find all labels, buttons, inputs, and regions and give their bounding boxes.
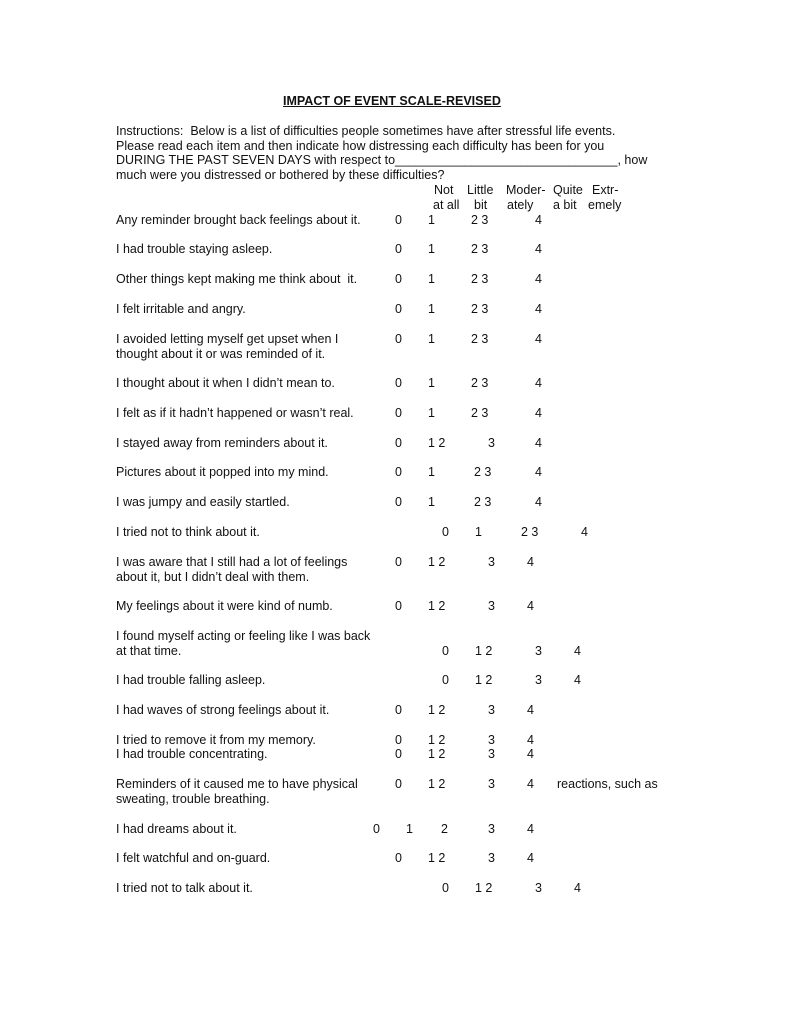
item-18-score: 0 bbox=[395, 747, 402, 761]
item-13-text: My feelings about it were kind of numb. bbox=[116, 599, 333, 613]
item-10-score: 0 bbox=[395, 495, 402, 509]
item-5-text: I avoided letting myself get upset when I bbox=[116, 332, 339, 346]
item-21-score: 0 bbox=[395, 851, 402, 865]
item-6-score: 1 bbox=[428, 376, 435, 390]
item-22-score: 0 bbox=[442, 881, 449, 895]
item-17-score: 4 bbox=[527, 733, 534, 747]
item-19-text: Reminders of it caused me to have physical bbox=[116, 777, 358, 791]
item-6-text: I thought about it when I didn’t mean to. bbox=[116, 376, 335, 390]
item-4-score: 1 bbox=[428, 302, 435, 316]
item-9-score: 0 bbox=[395, 465, 402, 479]
item-15-score: 4 bbox=[574, 673, 581, 687]
item-8-score: 0 bbox=[395, 436, 402, 450]
item-10-text: I was jumpy and easily startled. bbox=[116, 495, 290, 509]
item-16-score: 1 2 bbox=[428, 703, 446, 717]
header-extremely-1: Extr- bbox=[592, 183, 619, 197]
item-22-score: 3 bbox=[535, 881, 542, 895]
item-2-text: I had trouble staying asleep. bbox=[116, 242, 273, 256]
item-20-score: 4 bbox=[527, 822, 534, 836]
item-1-score: 1 bbox=[428, 213, 435, 227]
item-19-score: 1 2 bbox=[428, 777, 446, 791]
item-8-score: 1 2 bbox=[428, 436, 446, 450]
item-4-text: I felt irritable and angry. bbox=[116, 302, 246, 316]
item-9-text: Pictures about it popped into my mind. bbox=[116, 465, 329, 479]
item-12-text: I was aware that I still had a lot of feelings bbox=[116, 555, 348, 569]
header-extremely-2: emely bbox=[588, 198, 622, 212]
item-19-score: 3 bbox=[488, 777, 495, 791]
item-3-score: 0 bbox=[395, 272, 402, 286]
item-7-score: 0 bbox=[395, 406, 402, 420]
item-3-score: 2 3 bbox=[471, 272, 489, 286]
item-4-score: 0 bbox=[395, 302, 402, 316]
item-16-text: I had waves of strong feelings about it. bbox=[116, 703, 330, 717]
item-21-score: 4 bbox=[527, 851, 534, 865]
item-14-score: 0 bbox=[442, 644, 449, 658]
header-not-at-all-1: Not bbox=[434, 183, 454, 197]
page-title: IMPACT OF EVENT SCALE-REVISED bbox=[283, 94, 501, 108]
item-17-text: I tried to remove it from my memory. bbox=[116, 733, 316, 747]
item-2-score: 0 bbox=[395, 242, 402, 256]
item-11-text: I tried not to think about it. bbox=[116, 525, 260, 539]
header-not-at-all-2: at all bbox=[433, 198, 460, 212]
item-17-score: 1 2 bbox=[428, 733, 446, 747]
item-19-text-2: sweating, trouble breathing. bbox=[116, 792, 270, 806]
item-20-score: 2 bbox=[441, 822, 448, 836]
item-15-score: 3 bbox=[535, 673, 542, 687]
header-moderately-2: ately bbox=[507, 198, 534, 212]
item-2-score: 2 3 bbox=[471, 242, 489, 256]
item-16-score: 0 bbox=[395, 703, 402, 717]
instructions-line-3: DURING THE PAST SEVEN DAYS with respect to________________________________, how bbox=[116, 153, 648, 167]
item-14-text-2: at that time. bbox=[116, 644, 182, 658]
item-5-score: 0 bbox=[395, 332, 402, 346]
item-11-score: 4 bbox=[581, 525, 588, 539]
item-1-score: 2 3 bbox=[471, 213, 489, 227]
item-1-text: Any reminder brought back feelings about it. bbox=[116, 213, 361, 227]
item-17-score: 3 bbox=[488, 733, 495, 747]
item-8-text: I stayed away from reminders about it. bbox=[116, 436, 328, 450]
item-6-score: 0 bbox=[395, 376, 402, 390]
item-13-score: 4 bbox=[527, 599, 534, 613]
instructions-line-2: Please read each item and then indicate how distressing each difficulty has been for you bbox=[116, 139, 605, 153]
instructions-line-4: much were you distressed or bothered by these difficulties? bbox=[116, 168, 445, 182]
item-14-score: 4 bbox=[574, 644, 581, 658]
item-7-text: I felt as if it hadn’t happened or wasn’t real. bbox=[116, 406, 354, 420]
item-16-score: 3 bbox=[488, 703, 495, 717]
header-quite-a-bit-1: Quite bbox=[553, 183, 583, 197]
item-18-score: 3 bbox=[488, 747, 495, 761]
header-moderately-1: Moder- bbox=[506, 183, 546, 197]
item-20-score: 1 bbox=[406, 822, 413, 836]
item-4-score: 2 3 bbox=[471, 302, 489, 316]
item-8-score: 4 bbox=[535, 436, 542, 450]
item-8-score: 3 bbox=[488, 436, 495, 450]
item-6-score: 4 bbox=[535, 376, 542, 390]
item-3-score: 4 bbox=[535, 272, 542, 286]
item-1-score: 4 bbox=[535, 213, 542, 227]
item-20-score: 0 bbox=[373, 822, 380, 836]
item-18-score: 1 2 bbox=[428, 747, 446, 761]
item-13-score: 1 2 bbox=[428, 599, 446, 613]
item-13-score: 3 bbox=[488, 599, 495, 613]
item-10-score: 1 bbox=[428, 495, 435, 509]
item-16-score: 4 bbox=[527, 703, 534, 717]
item-15-text: I had trouble falling asleep. bbox=[116, 673, 266, 687]
item-15-score: 1 2 bbox=[475, 673, 493, 687]
item-21-score: 1 2 bbox=[428, 851, 446, 865]
header-quite-a-bit-2: a bit bbox=[553, 198, 577, 212]
item-19-score: 4 bbox=[527, 777, 534, 791]
item-12-score: 1 2 bbox=[428, 555, 446, 569]
item-18-score: 4 bbox=[527, 747, 534, 761]
item-5-score: 1 bbox=[428, 332, 435, 346]
item-5-score: 4 bbox=[535, 332, 542, 346]
item-6-score: 2 3 bbox=[471, 376, 489, 390]
item-9-score: 4 bbox=[535, 465, 542, 479]
item-7-score: 1 bbox=[428, 406, 435, 420]
item-4-score: 4 bbox=[535, 302, 542, 316]
item-3-text: Other things kept making me think about it. bbox=[116, 272, 358, 286]
item-22-text: I tried not to talk about it. bbox=[116, 881, 253, 895]
item-3-score: 1 bbox=[428, 272, 435, 286]
item-7-score: 2 3 bbox=[471, 406, 489, 420]
header-little-bit-2: bit bbox=[474, 198, 488, 212]
item-10-score: 2 3 bbox=[474, 495, 492, 509]
item-5-score: 2 3 bbox=[471, 332, 489, 346]
item-9-score: 1 bbox=[428, 465, 435, 479]
item-22-score: 4 bbox=[574, 881, 581, 895]
item-5-text-2: thought about it or was reminded of it. bbox=[116, 347, 326, 361]
item-20-text: I had dreams about it. bbox=[116, 822, 237, 836]
item-11-score: 0 bbox=[442, 525, 449, 539]
item-11-score: 2 3 bbox=[521, 525, 539, 539]
item-21-text: I felt watchful and on-guard. bbox=[116, 851, 271, 865]
item-19-extra-text: reactions, such as bbox=[557, 777, 658, 791]
item-22-score: 1 2 bbox=[475, 881, 493, 895]
item-15-score: 0 bbox=[442, 673, 449, 687]
item-11-score: 1 bbox=[475, 525, 482, 539]
instructions-line-1: Instructions: Below is a list of difficulties people sometimes have after stressful life events. bbox=[116, 124, 616, 138]
item-10-score: 4 bbox=[535, 495, 542, 509]
item-18-text: I had trouble concentrating. bbox=[116, 747, 268, 761]
item-12-score: 3 bbox=[488, 555, 495, 569]
item-9-score: 2 3 bbox=[474, 465, 492, 479]
item-14-score: 1 2 bbox=[475, 644, 493, 658]
item-17-score: 0 bbox=[395, 733, 402, 747]
item-1-score: 0 bbox=[395, 213, 402, 227]
item-12-score: 0 bbox=[395, 555, 402, 569]
item-13-score: 0 bbox=[395, 599, 402, 613]
item-12-text-2: about it, but I didn’t deal with them. bbox=[116, 570, 310, 584]
item-2-score: 4 bbox=[535, 242, 542, 256]
item-20-score: 3 bbox=[488, 822, 495, 836]
item-19-score: 0 bbox=[395, 777, 402, 791]
item-2-score: 1 bbox=[428, 242, 435, 256]
item-7-score: 4 bbox=[535, 406, 542, 420]
item-14-score: 3 bbox=[535, 644, 542, 658]
header-little-bit-1: Little bbox=[467, 183, 494, 197]
item-14-text: I found myself acting or feeling like I was back bbox=[116, 629, 371, 643]
item-21-score: 3 bbox=[488, 851, 495, 865]
item-12-score: 4 bbox=[527, 555, 534, 569]
